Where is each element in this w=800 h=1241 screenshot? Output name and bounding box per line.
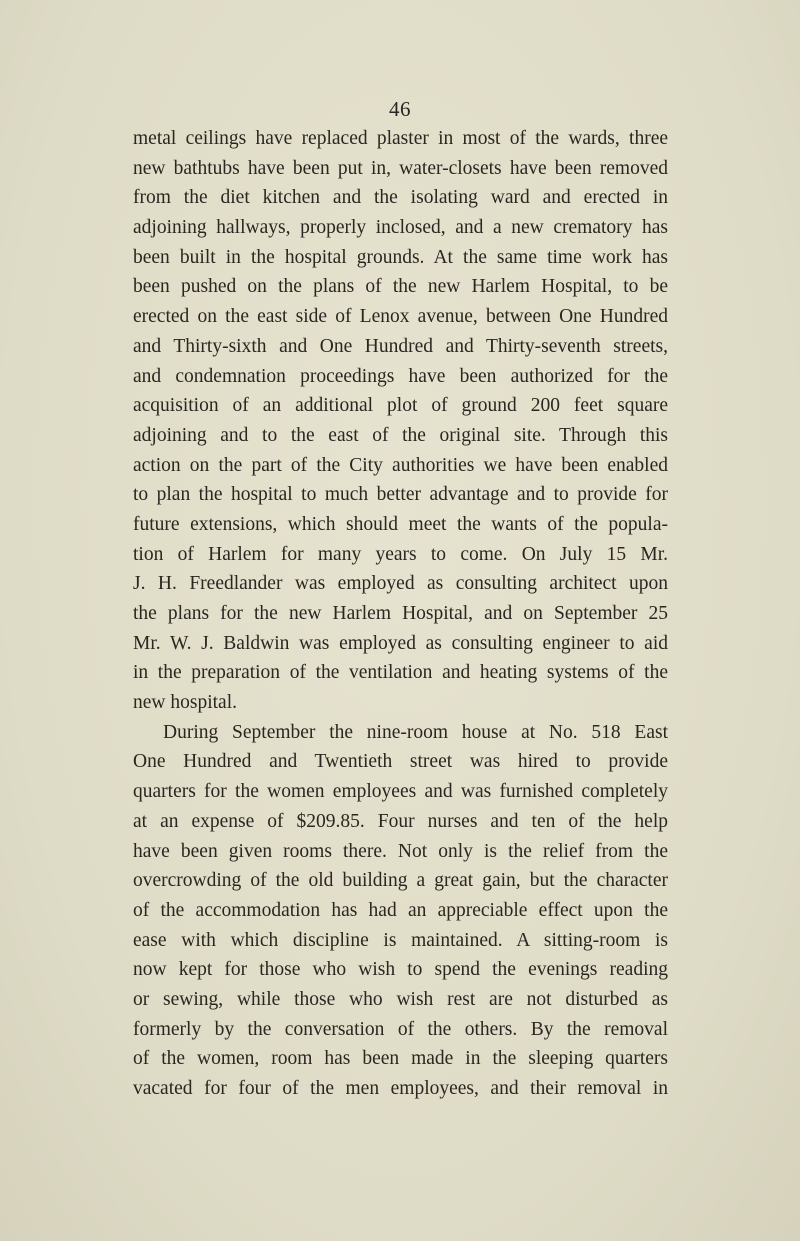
page-number: 46	[389, 97, 411, 121]
text-line: to plan the hospital to much better advantage and to provide for	[133, 484, 668, 506]
paragraph-end-line: new hospital.	[133, 692, 237, 714]
text-line: Mr. W. J. Baldwin was employed as consulting engineer to aid	[133, 632, 668, 654]
text-line: been built in the hospital grounds. At the same time work has	[133, 246, 668, 268]
text-line: erected on the east side of Lenox avenue, between One Hundred	[133, 306, 668, 328]
text-line: quarters for the women employees and was furnished completely	[133, 781, 668, 803]
paragraph-start-line: During September the nine-room house at No. 518 East	[163, 721, 668, 743]
text-line: or sewing, while those who wish rest are not disturbed as	[133, 988, 668, 1010]
text-line: of the women, room has been made in the sleeping quarters	[133, 1048, 668, 1070]
text-line: adjoining hallways, properly inclosed, and a new crematory has	[133, 217, 668, 239]
text-line: now kept for those who wish to spend the evenings reading	[133, 959, 668, 981]
text-line: the plans for the new Harlem Hospital, and on September 25	[133, 603, 668, 624]
text-line: metal ceilings have replaced plaster in most of the wards, three	[133, 128, 668, 149]
text-line: have been given rooms there. Not only is the relief from the	[133, 840, 668, 862]
text-line: One Hundred and Twentieth street was hired to provide	[133, 751, 668, 773]
text-line: overcrowding of the old building a great gain, but the character	[133, 870, 668, 892]
text-line: J. H. Freedlander was employed as consulting architect upon	[133, 573, 668, 595]
text-line: formerly by the conversation of the others. By the removal	[133, 1018, 668, 1040]
text-line: future extensions, which should meet the wants of the popula-	[133, 513, 668, 535]
text-line: adjoining and to the east of the original site. Through this	[133, 424, 668, 446]
text-line: ease with which discipline is maintained. A sitting-room is	[133, 929, 668, 951]
text-line: and condemnation proceedings have been authorized for the	[133, 365, 668, 387]
body-text	[133, 124, 668, 1104]
text-line: been pushed on the plans of the new Harlem Hospital, to be	[133, 276, 668, 298]
text-line: from the diet kitchen and the isolating ward and erected in	[133, 187, 668, 209]
text-line: acquisition of an additional plot of ground 200 feet square	[133, 395, 668, 417]
text-line: tion of Harlem for many years to come. On July 15 Mr.	[133, 543, 668, 565]
text-line: vacated for four of the men employees, and their removal in	[133, 1078, 668, 1099]
text-line: action on the part of the City authorities we have been enabled	[133, 454, 668, 476]
text-line: at an expense of $209.85. Four nurses and ten of the help	[133, 810, 668, 832]
text-line: and Thirty-sixth and One Hundred and Thirty-seventh streets,	[133, 335, 668, 357]
text-line: of the accommodation has had an appreciable effect upon the	[133, 899, 668, 921]
text-line: new bathtubs have been put in, water-closets have been removed	[133, 157, 668, 179]
text-line: in the preparation of the ventilation and heating systems of the	[133, 662, 668, 684]
